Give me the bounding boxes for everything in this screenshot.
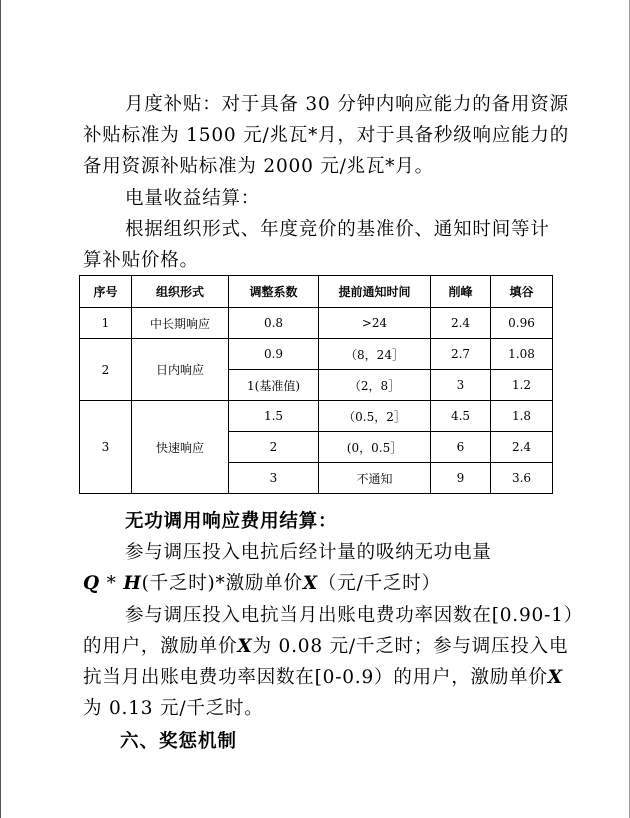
subsidy-price-table <box>79 275 553 494</box>
monthly-subsidy-line2: 补贴标准为 1500 元/兆瓦*月，对于具备秒级响应能力的 <box>83 125 570 146</box>
cell-coef: 1.5 <box>229 401 319 432</box>
cell-notice: （8，24］ <box>319 339 431 370</box>
header-coef: 调整系数 <box>229 276 319 308</box>
cell-notice: （2，8］ <box>319 370 431 401</box>
header-form: 组织形式 <box>132 276 229 308</box>
cell-valley: 1.08 <box>491 339 553 370</box>
cell-peak: 4.5 <box>431 401 491 432</box>
cell-notice: （0.5，2］ <box>319 401 431 432</box>
power-factor-line3 <box>83 662 563 693</box>
cell-peak: 3 <box>431 370 491 401</box>
reactive-line1: 参与调压投入电抗后经计量的吸纳无功电量 <box>125 542 492 563</box>
power-factor-line2 <box>83 631 569 662</box>
cell-coef: 0.9 <box>229 339 319 370</box>
pf-line3-text: 抗当月出账电费功率因数在[0-0.9）的用户，激励单价 <box>83 667 548 688</box>
cell-no: 2 <box>80 339 132 401</box>
cell-notice: >24 <box>319 308 431 339</box>
formula-h: H <box>123 573 142 594</box>
basis-line2: 算补贴价格。 <box>83 250 199 271</box>
cell-form: 日内响应 <box>132 339 229 401</box>
cell-peak: 2.7 <box>431 339 491 370</box>
cell-valley: 1.2 <box>491 370 553 401</box>
cell-coef: 1(基准值) <box>229 370 319 401</box>
monthly-subsidy-line3: 备用资源补贴标准为 2000 元/兆瓦*月。 <box>83 156 434 177</box>
power-factor-line4: 为 0.13 元/千乏时。 <box>83 698 264 719</box>
cell-peak: 2.4 <box>431 308 491 339</box>
page-left-border <box>0 0 1 818</box>
cell-peak: 9 <box>431 463 491 494</box>
table-row <box>80 401 553 432</box>
table-header-row <box>80 276 553 308</box>
energy-settlement-heading: 电量收益结算： <box>125 188 261 209</box>
cell-notice: 不通知 <box>319 463 431 494</box>
monthly-subsidy-line1: 月度补贴：对于具备 30 分钟内响应能力的备用资源 <box>125 94 569 115</box>
formula-q: Q <box>83 573 100 594</box>
cell-notice: (0，0.5］ <box>319 432 431 463</box>
cell-form: 快速响应 <box>132 401 229 494</box>
power-factor-line1: 参与调压投入电抗当月出账电费功率因数在[0.90-1） <box>125 605 584 626</box>
header-notice: 提前通知时间 <box>319 276 431 308</box>
formula-x: X <box>302 573 318 594</box>
reactive-settlement-heading: 无功调用响应费用结算： <box>125 511 338 532</box>
basis-line1: 根据组织形式、年度竞价的基准价、通知时间等计 <box>125 219 550 240</box>
pf-line2-text-b: 为 0.08 元/千乏时；参与调压投入电 <box>252 636 569 657</box>
pf-line2-x: X <box>237 636 253 657</box>
table-row <box>80 339 553 370</box>
cell-valley: 3.6 <box>491 463 553 494</box>
cell-peak: 6 <box>431 432 491 463</box>
formula-op: * <box>99 573 124 594</box>
section-6-heading: 六、奖惩机制 <box>120 731 238 752</box>
formula-mid: (千乏时)*激励单价 <box>141 573 303 594</box>
table-row <box>80 308 553 339</box>
header-peak: 削峰 <box>431 276 491 308</box>
cell-no: 3 <box>80 401 132 494</box>
cell-coef: 2 <box>229 432 319 463</box>
pf-line3-x: X <box>547 667 563 688</box>
cell-valley: 1.8 <box>491 401 553 432</box>
cell-no: 1 <box>80 308 132 339</box>
reactive-formula <box>83 568 553 599</box>
pf-line2-text-a: 的用户，激励单价 <box>83 636 238 657</box>
header-valley: 填谷 <box>491 276 553 308</box>
cell-valley: 0.96 <box>491 308 553 339</box>
formula-end: （元/千乏时） <box>317 573 441 594</box>
cell-coef: 3 <box>229 463 319 494</box>
cell-form: 中长期响应 <box>132 308 229 339</box>
cell-valley: 2.4 <box>491 432 553 463</box>
cell-coef: 0.8 <box>229 308 319 339</box>
header-no: 序号 <box>80 276 132 308</box>
